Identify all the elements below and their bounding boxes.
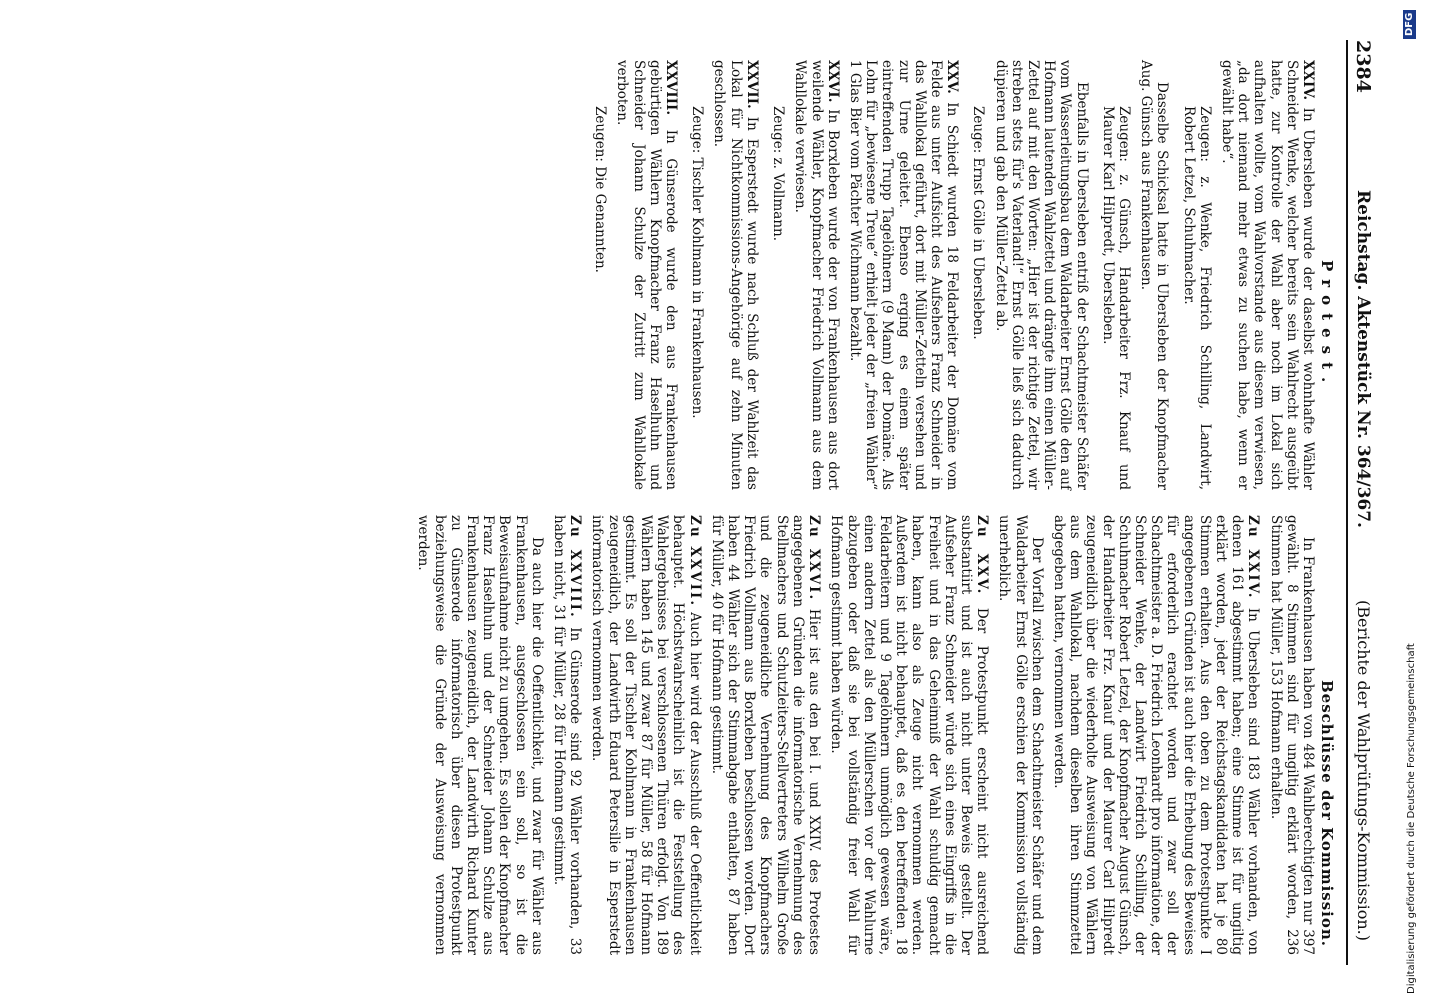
resolution-lead: Zu XXVII. (686, 515, 703, 608)
dfg-logo: DFG (1403, 10, 1416, 39)
page-header (1346, 40, 1374, 965)
resolution-text: Hier ist aus den bei I. und XXIV. des Protestes angegebenen Gründen die informatorische Vernehmung des Stellmachers und Schutzleiters-Stellvertreters Wilhelm Große und die zeugeneidliche Vernehmung des Knopfmachers Friedrich Vollmann aus Borxleben beschlossen worden. Dort haben 44 Wähler sich der Stimmabgabe enthalten, 87 haben für Müller, 40 für Hofmann gestimmt. (708, 515, 823, 955)
resolution-lead: Zu XXVIII. (567, 515, 584, 619)
section-number: XXVI. (824, 60, 841, 103)
witness-line: Zeugen: z. Wenke, Friedrich Schilling, Landwirt, Robert Letzel, Schuhmacher. (1180, 106, 1213, 490)
protest-section-27 (711, 60, 760, 490)
section-number: XXV. (944, 60, 961, 94)
protest-column-title: Protest. (1318, 260, 1336, 391)
paragraph: Dasselbe Schicksal hatte in Ubersleben der Knopfmacher Aug. Günsch aus Frankenhausen. (1138, 60, 1171, 490)
protest-section-28 (614, 60, 679, 490)
witness-line: Zeuge: z. Vollmann. (770, 106, 787, 242)
digitization-footer (1398, 4, 1418, 994)
section-number: XXIV. (1300, 60, 1316, 101)
section-text: In Ubersleben wurde der daselbst wohnhafte Wähler Schneider Wenke, welcher bereits sein Wahlrecht ausgeübt hatte, zur Kontrolle der Wahl aber noch im Lokal sich aufhalten wollte, vom Wahlvorstande aus diesem verwiesen, „da dort niemand mehr etwas zu suchen habe, wenn er gewählt habe“. (1218, 60, 1316, 490)
resolution-text: In Günserode sind 92 Wähler vorhanden, 33 haben nicht, 31 für Müller, 28 für Hofmann gestimmt. (551, 515, 584, 955)
resolution-lead: Zu XXV. (974, 515, 991, 596)
protest-section-25 (847, 60, 960, 490)
section-text: In Esperstedt wurde nach Schluß der Wahlzeit das Lokal für Nichtkommissions-Angehörige auf zehn Minuten geschlossen. (711, 60, 760, 490)
header-subtitle: (Berichte der Wahlprüfungs-Kommission.) (1354, 600, 1373, 941)
header-title: Reichstag. Aktenstück Nr. 364/367. (1353, 190, 1373, 528)
witness-line: Zeugen: z. Günsch, Handarbeiter Frz. Knauf und Maurer Karl Hilpredt, Ubersleben. (1099, 106, 1132, 490)
page-number: 2384 (1352, 40, 1374, 93)
resolution-27 (589, 515, 702, 955)
resolution-25 (828, 515, 990, 955)
section-number: XXVIII. (663, 60, 680, 116)
resolution-24 (1051, 515, 1262, 955)
resolution-lead: Zu XXIV. (1245, 515, 1262, 600)
resolution-text: Der Protestpunkt erscheint nicht ausreichend substantiirt und ist auch nicht unter Beweis gestellt. Der Aufseher Franz Schneider würde sich eines Eingriffs in die Freiheit und in das Geheimniß der Wahl schuldig gemacht haben, kann also als Zeuge nicht vernommen werden. Außerdem ist nicht behauptet, daß es den betreffenden 18 Feldarbeitern und 9 Tagelöhnern unmöglich gewesen wäre, einen andern Zettel als den Müllerschen vor der Wahlurne abzugeben oder daß sie bei vollständig freier Wahl für Hofmann gestimmt haben würden. (828, 515, 991, 955)
resolutions-column (409, 515, 1316, 955)
witness-line: Zeugen: Die Genannten. (592, 106, 609, 273)
section-text: In Borxleben wurde der von Frankenhausen aus dort weilende Wähler, Knopfmacher Friedrich Vollmann aus dem Wahllokale verwiesen. (792, 60, 841, 490)
footer-text: Digitalisierung gefördert durch die Deutsche Forschungsgemeinschaft (1406, 643, 1417, 994)
witness-line: Zeuge: Tischler Kohlmann in Frankenhausen. (689, 106, 706, 419)
paragraph: Der Vorfall zwischen dem Schachtmeister Schäfer und dem Waldarbeiter Ernst Gölle erschien der Kommission vollständig unerheblich. (996, 515, 1045, 955)
witness-line: Zeuge: Ernst Gölle in Ubersleben. (970, 106, 987, 340)
resolution-28 (551, 515, 583, 955)
section-number: XXVII. (743, 60, 760, 109)
resolution-text: In Ubersleben sind 183 Wähler vorhanden, von denen 161 abgestimmt haben; eine Stimme ist für ungiltig erklärt worden, jeder der Reichstagskandidaten hat je 80 Stimmen erhalten. Aus den oben zu dem Protestpunkte I angegebenen Gründen ist auch hier die Erhebung des Beweises für erforderlich erachtet worden und zwar soll der Schachtmeister a. D. Friedrich Leonhardt pro informatione, der Schneider Wenke, der Landwirt Friedrich Schilling, der Schuhmacher Robert Letzel, der Knopfmacher August Günsch, der Handarbeiter Frz. Knauf und der Maurer Carl Hilpredt zeugeneidlich über die wiederholte Ausweisung von Wählern aus dem Wahllokal, nachdem dieselben ihren Stimmzettel abgegeben hatten, vernommen werden. (1050, 515, 1262, 956)
section-text: In Günserode wurde den aus Frankenhausen gebürtigen Wählern Knopfmacher Franz Haselhuhn und Schneider Johann Schulze der Zutritt zum Wahllokale verboten. (614, 60, 680, 490)
paragraph: In Frankenhausen haben von 484 Wahlberechtigten nur 397 gewählt. 8 Stimmen sind für ungiltig erklärt worden, 236 Stimmen hat Müller, 153 Hofmann erhalten. (1267, 515, 1316, 955)
paragraph: Ebenfalls in Ubersleben entriß der Schachtmeister Schäfer vom Wasserleitungsbau dem Waldarbeiter Ernst Gölle den auf Hofmann lautenden Wahlzettel und drängte ihm einen Müller-Zettel auf mit den Worten: „Hier ist der richtige Zettel, wir streben stets für's Vaterland!“ Ernst Gölle ließ sich dadurch düpieren und gab den Müller-Zettel ab. (992, 60, 1090, 490)
protest-section-26 (792, 60, 841, 490)
resolution-26 (709, 515, 822, 955)
section-text: In Schiedt wurden 18 Feldarbeiter der Domäne vom Felde aus unter Aufsicht des Aufsehers Franz Schneider in das Wahllokal geführt, dort mit Müller-Zetteln versehen und zur Urne geleitet. Ebenso erging es einem später eintreffenden Trupp Tagelöhnern (9 Mann) der Domäne. Als Lohn für „bewiesene Treue“ erhielt jeder der „freien Wähler“ 1 Glas Bier vom Pächter Wichmann bezahlt. (846, 60, 961, 490)
protest-section-24 (1219, 60, 1316, 490)
resolution-lead: Zu XXVI. (806, 515, 823, 602)
resolution-text: Auch hier wird der Ausschluß der Oeffentlichkeit behauptet. Höchstwahrscheinlich ist die Feststellung des Wahlergebnisses bei verschlossenen Thüren erfolgt. Von 189 Wählern haben 145 und zwar 87 für Müller, 58 für Hofmann gestimmt. Es soll der Tischler Kohlmann in Frankenhausen zeugeneidlich, der Landwirth Eduard Petersilie in Esperstedt informatorisch vernommen werden. (589, 515, 703, 955)
resolutions-column-title: Beschlüsse der Kommission. (1318, 680, 1336, 947)
protest-column (582, 60, 1316, 490)
paragraph: Da auch hier die Oeffentlichkeit, und zwar für Wähler aus Frankenhausen, ausgeschlossen sein soll, so ist die Beweisaufnahme nicht zu umgehen. Es sollen der Knopfmacher Franz Haselhuhn und der Schneider Johann Schulze aus Frankenhausen zeugeneidlich, der Landwirth Richard Kunter zu Günserode informatorisch über diesen Protestpunkt beziehungsweise die Gründe der Ausweisung vernommen werden. (415, 515, 545, 955)
